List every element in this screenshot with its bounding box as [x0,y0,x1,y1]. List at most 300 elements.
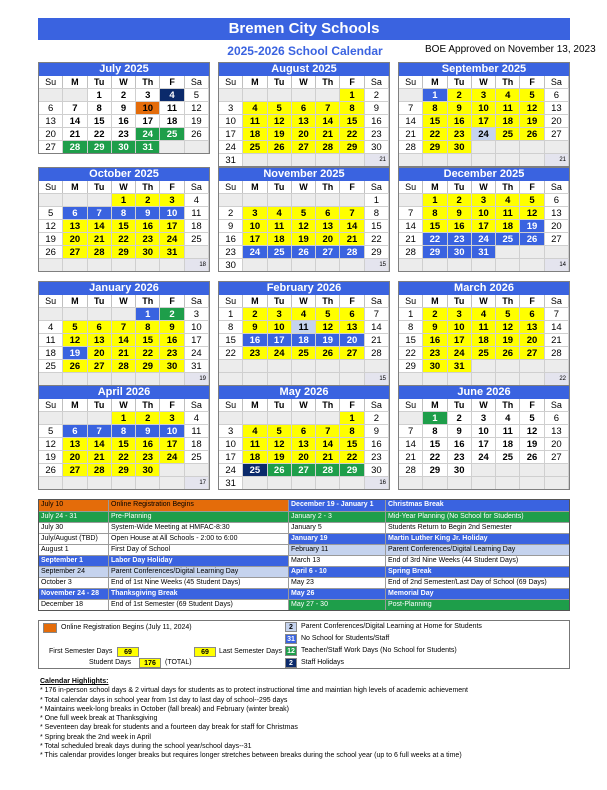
month-july-2025 [38,62,210,154]
weekday-label: M [243,295,267,307]
weekday-label: Tu [448,76,472,88]
day-cell [63,258,87,271]
day-cell: 25 [185,232,209,245]
weekday-label: F [520,76,544,88]
day-cell: 11 [472,320,496,333]
day-cell: 11 [292,320,316,333]
day-cell: 26 [268,140,292,153]
weekday-label: Sa [545,76,569,88]
day-cell: 10 [136,101,160,114]
highlight-item: * Seventeen day break for students and a fourteen day break for staff for Christmas [40,724,298,732]
last-semester-label: Last Semester Days [219,648,283,655]
day-cell: 12 [520,424,544,437]
day-cell: 23 [160,346,184,359]
day-cell: 16 [448,114,472,127]
weekday-label: Tu [88,181,112,193]
day-cell: 6 [63,206,87,219]
day-cell: 28 [545,346,569,359]
week-row [399,346,569,359]
weekday-label: Sa [185,399,209,411]
day-cell: 27 [63,463,87,476]
day-cell: 8 [423,206,447,219]
weekday-label: Sa [365,295,389,307]
day-cell: 28 [365,346,389,359]
week-row [39,437,209,450]
day-cell: 18 [185,219,209,232]
weekday-label: F [160,181,184,193]
day-cell: 23 [448,232,472,245]
day-cell: 17 [472,219,496,232]
day-cell [292,476,316,489]
day-cell: 5 [39,424,63,437]
week-row [219,245,389,258]
day-cell: 22 [423,450,447,463]
legend-date: November 24 - 28 [39,589,109,599]
weekday-label: F [160,295,184,307]
day-cell: 3 [472,411,496,424]
day-cell: 29 [340,140,364,153]
highlights-list [40,686,580,760]
week-row [399,114,569,127]
highlight-item: * Total calendar days in school year from 1st day to last day of school--295 days [40,696,288,704]
day-cell [496,245,520,258]
weekday-label: Su [39,399,63,411]
day-cell: 8 [219,320,243,333]
day-cell: 29 [399,359,423,372]
day-cell: 12 [292,219,316,232]
day-cell: 22 [423,232,447,245]
week-row [219,359,389,372]
day-cell: 10 [219,114,243,127]
month-day-count: 22 [545,372,569,385]
week-row [219,450,389,463]
day-cell: 21 [545,333,569,346]
day-cell: 17 [268,333,292,346]
day-cell: 6 [292,101,316,114]
day-cell: 18 [292,333,316,346]
day-cell: 13 [545,424,569,437]
day-cell: 5 [520,411,544,424]
weekday-label: F [520,181,544,193]
weekday-label: Su [219,399,243,411]
legend-event: Open House at All Schools - 2:00 to 6:00 [109,534,289,544]
day-cell [496,372,520,385]
day-cell [136,476,160,489]
day-cell: 21 [365,333,389,346]
day-cell: 14 [88,437,112,450]
month-title: January 2026 [39,282,209,295]
weekday-label: M [423,399,447,411]
week-row [39,333,209,346]
day-cell: 12 [63,333,87,346]
day-cell [160,463,184,476]
day-cell: 29 [423,463,447,476]
day-cell: 29 [423,245,447,258]
day-cell: 18 [472,333,496,346]
day-cell: 26 [39,463,63,476]
day-cell [448,153,472,166]
day-cell: 29 [340,463,364,476]
day-cell: 1 [136,307,160,320]
day-cell: 21 [316,450,340,463]
day-cell: 25 [243,140,267,153]
day-cell [112,476,136,489]
weekday-label: M [63,295,87,307]
day-cell: 14 [399,437,423,450]
month-day-count: 15 [365,258,389,271]
week-row [39,127,209,140]
weekday-label: W [292,399,316,411]
weekday-label: Tu [268,295,292,307]
week-row [39,219,209,232]
day-cell: 3 [219,101,243,114]
day-cell: 2 [160,307,184,320]
day-cell [268,411,292,424]
day-cell: 7 [316,424,340,437]
day-cell: 2 [136,193,160,206]
day-cell: 31 [185,359,209,372]
day-cell [496,359,520,372]
day-cell: 2 [365,88,389,101]
day-cell [545,140,569,153]
day-cell: 4 [39,320,63,333]
day-cell [472,359,496,372]
weekday-label: Su [399,181,423,193]
weekday-header [399,76,569,88]
day-cell: 21 [88,450,112,463]
week-row [39,232,209,245]
week-row [399,232,569,245]
week-row [399,476,569,489]
day-cell: 21 [340,232,364,245]
day-cell: 14 [316,437,340,450]
page-title: Bremen City Schools [38,18,570,40]
day-cell: 29 [112,245,136,258]
day-cell [292,153,316,166]
day-cell: 15 [340,114,364,127]
day-cell: 10 [472,206,496,219]
day-cell: 26 [63,359,87,372]
day-cell: 18 [268,232,292,245]
day-cell [63,372,87,385]
week-row [399,372,569,385]
weekday-label: M [63,399,87,411]
day-cell: 24 [472,450,496,463]
day-cell [316,372,340,385]
day-cell [496,258,520,271]
day-cell [88,193,112,206]
day-cell: 4 [268,206,292,219]
month-day-count: 16 [365,476,389,489]
day-cell: 20 [545,114,569,127]
day-cell: 8 [112,424,136,437]
day-cell: 17 [448,333,472,346]
day-cell: 15 [219,333,243,346]
legend-row [39,533,569,544]
day-cell: 22 [88,127,112,140]
day-cell: 17 [136,114,160,127]
day-cell: 20 [545,219,569,232]
day-cell: 21 [316,127,340,140]
week-row [399,258,569,271]
legend-date: July/August (TBD) [39,534,109,544]
weekday-label: Th [136,76,160,88]
week-row [399,450,569,463]
day-cell [160,140,184,153]
day-cell [316,153,340,166]
day-cell: 14 [63,114,87,127]
day-cell: 6 [316,206,340,219]
weekday-label: Tu [88,76,112,88]
day-cell [63,88,87,101]
day-cell: 23 [448,450,472,463]
day-cell: 3 [268,307,292,320]
day-cell: 28 [316,463,340,476]
day-cell: 12 [39,219,63,232]
weekday-label: F [520,399,544,411]
day-cell: 16 [136,219,160,232]
day-cell [399,411,423,424]
day-cell [185,140,209,153]
day-cell: 11 [185,206,209,219]
weekday-label: Th [496,295,520,307]
day-cell [340,476,364,489]
day-cell: 10 [219,437,243,450]
day-cell [472,258,496,271]
legend-date: August 1 [39,545,109,555]
legend-row [39,544,569,555]
day-cell: 26 [185,127,209,140]
weekday-label: M [243,76,267,88]
day-cell: 23 [112,127,136,140]
weekday-label: W [472,399,496,411]
day-cell: 16 [365,114,389,127]
day-cell [399,372,423,385]
day-cell [472,372,496,385]
legend-event: Students Return to Begin 2nd Semester [388,524,512,531]
day-cell [112,307,136,320]
week-row [399,219,569,232]
day-cell: 3 [448,307,472,320]
day-cell [496,463,520,476]
day-cell [399,153,423,166]
weekday-label: W [472,76,496,88]
day-cell: 24 [219,140,243,153]
day-cell: 2 [243,307,267,320]
key-label: Teacher/Staff Work Days (No School for Students) [301,647,457,654]
day-cell [316,193,340,206]
day-cell: 15 [399,333,423,346]
day-cell: 6 [292,424,316,437]
day-cell [496,153,520,166]
month-title: May 2026 [219,386,389,399]
day-cell: 1 [112,193,136,206]
day-cell [545,463,569,476]
day-cell: 9 [160,320,184,333]
day-cell [39,476,63,489]
weekday-label: Th [496,399,520,411]
day-cell: 6 [88,320,112,333]
day-cell: 10 [160,206,184,219]
day-cell: 4 [160,88,184,101]
day-cell: 9 [136,206,160,219]
legend-event: End of 3rd Nine Weeks (44 Student Days) [388,557,519,564]
day-cell: 3 [243,206,267,219]
month-title: February 2026 [219,282,389,295]
legend-date: March 13 [289,556,386,566]
day-cell: 1 [112,411,136,424]
day-cell [112,372,136,385]
day-cell: 14 [545,320,569,333]
weekday-label: W [112,76,136,88]
day-cell: 30 [365,140,389,153]
day-cell [340,193,364,206]
day-cell: 12 [39,437,63,450]
weekday-label: Tu [448,295,472,307]
legend-event: End of 1st Nine Weeks (45 Student Days) [109,578,289,588]
weekday-label: Tu [268,399,292,411]
highlight-item: * Maintains week-long breaks in October (fall break) and February (winter break) [40,705,289,713]
day-cell: 7 [399,101,423,114]
day-cell [292,372,316,385]
key-count: 31 [285,634,297,644]
weekday-label: Su [399,295,423,307]
day-cell [423,372,447,385]
day-cell: 8 [88,101,112,114]
day-cell: 15 [136,333,160,346]
day-cell: 3 [185,307,209,320]
day-cell: 9 [243,320,267,333]
day-cell [88,411,112,424]
day-cell: 15 [423,437,447,450]
day-cell: 16 [160,333,184,346]
day-cell [340,372,364,385]
weekday-label: Su [39,181,63,193]
day-cell: 10 [472,424,496,437]
weekday-label: Sa [365,76,389,88]
day-cell: 20 [520,333,544,346]
week-row [39,463,209,476]
calendar-subtitle: 2025-2026 School Calendar [227,44,383,58]
day-cell [268,372,292,385]
color-key-box [38,620,570,669]
day-cell: 23 [136,232,160,245]
weekday-label: Tu [88,295,112,307]
legend-event: Online Registration Begins [109,500,289,511]
day-cell [185,463,209,476]
day-cell: 25 [268,245,292,258]
day-cell [185,245,209,258]
day-cell: 19 [292,232,316,245]
day-cell [39,411,63,424]
day-cell: 12 [185,101,209,114]
day-cell: 31 [219,476,243,489]
day-cell: 3 [472,88,496,101]
weekday-label: Tu [448,181,472,193]
day-cell: 8 [136,320,160,333]
month-november-2025 [218,167,390,272]
day-cell: 7 [340,206,364,219]
day-cell: 28 [340,245,364,258]
day-cell: 28 [88,245,112,258]
day-cell: 11 [496,424,520,437]
day-cell: 9 [448,206,472,219]
key-label: No School for Students/Staff [301,635,390,642]
day-cell: 7 [63,101,87,114]
week-row [39,450,209,463]
day-cell: 12 [520,206,544,219]
weekday-label: Sa [365,181,389,193]
day-cell: 1 [340,411,364,424]
day-cell: 30 [448,140,472,153]
day-cell [292,258,316,271]
day-cell [520,140,544,153]
day-cell: 13 [292,437,316,450]
day-cell: 24 [472,232,496,245]
legend-date: September 24 [39,567,109,577]
day-cell [39,372,63,385]
month-title: October 2025 [39,168,209,181]
day-cell: 18 [496,219,520,232]
day-cell: 16 [112,114,136,127]
month-title: April 2026 [39,386,209,399]
day-cell: 13 [88,333,112,346]
month-title: August 2025 [219,63,389,76]
day-cell: 15 [112,437,136,450]
day-cell [243,359,267,372]
day-cell: 21 [399,232,423,245]
weekday-label: Su [219,76,243,88]
weekday-header [399,295,569,307]
day-cell: 23 [219,245,243,258]
day-cell: 30 [423,359,447,372]
day-cell: 1 [219,307,243,320]
day-cell: 17 [219,450,243,463]
day-cell: 12 [316,320,340,333]
week-row [219,411,389,424]
day-cell: 25 [160,127,184,140]
day-cell [545,476,569,489]
day-cell: 9 [365,101,389,114]
day-cell [63,193,87,206]
day-cell: 5 [39,206,63,219]
weekday-label: F [160,76,184,88]
day-cell: 31 [448,359,472,372]
day-cell: 24 [160,450,184,463]
day-cell [340,359,364,372]
day-cell: 30 [365,463,389,476]
week-row [399,127,569,140]
day-cell: 21 [88,232,112,245]
day-cell: 22 [340,450,364,463]
day-cell [39,307,63,320]
day-cell [365,359,389,372]
weekday-label: Sa [185,181,209,193]
day-cell: 11 [160,101,184,114]
day-cell: 18 [160,114,184,127]
month-june-2026 [398,385,570,490]
day-cell: 5 [292,206,316,219]
day-cell: 19 [185,114,209,127]
weekday-header [39,181,209,193]
weekday-label: Th [136,295,160,307]
week-row [399,153,569,166]
day-cell: 28 [63,140,87,153]
week-row [219,206,389,219]
day-cell: 13 [292,114,316,127]
week-row [219,307,389,320]
day-cell: 19 [39,232,63,245]
